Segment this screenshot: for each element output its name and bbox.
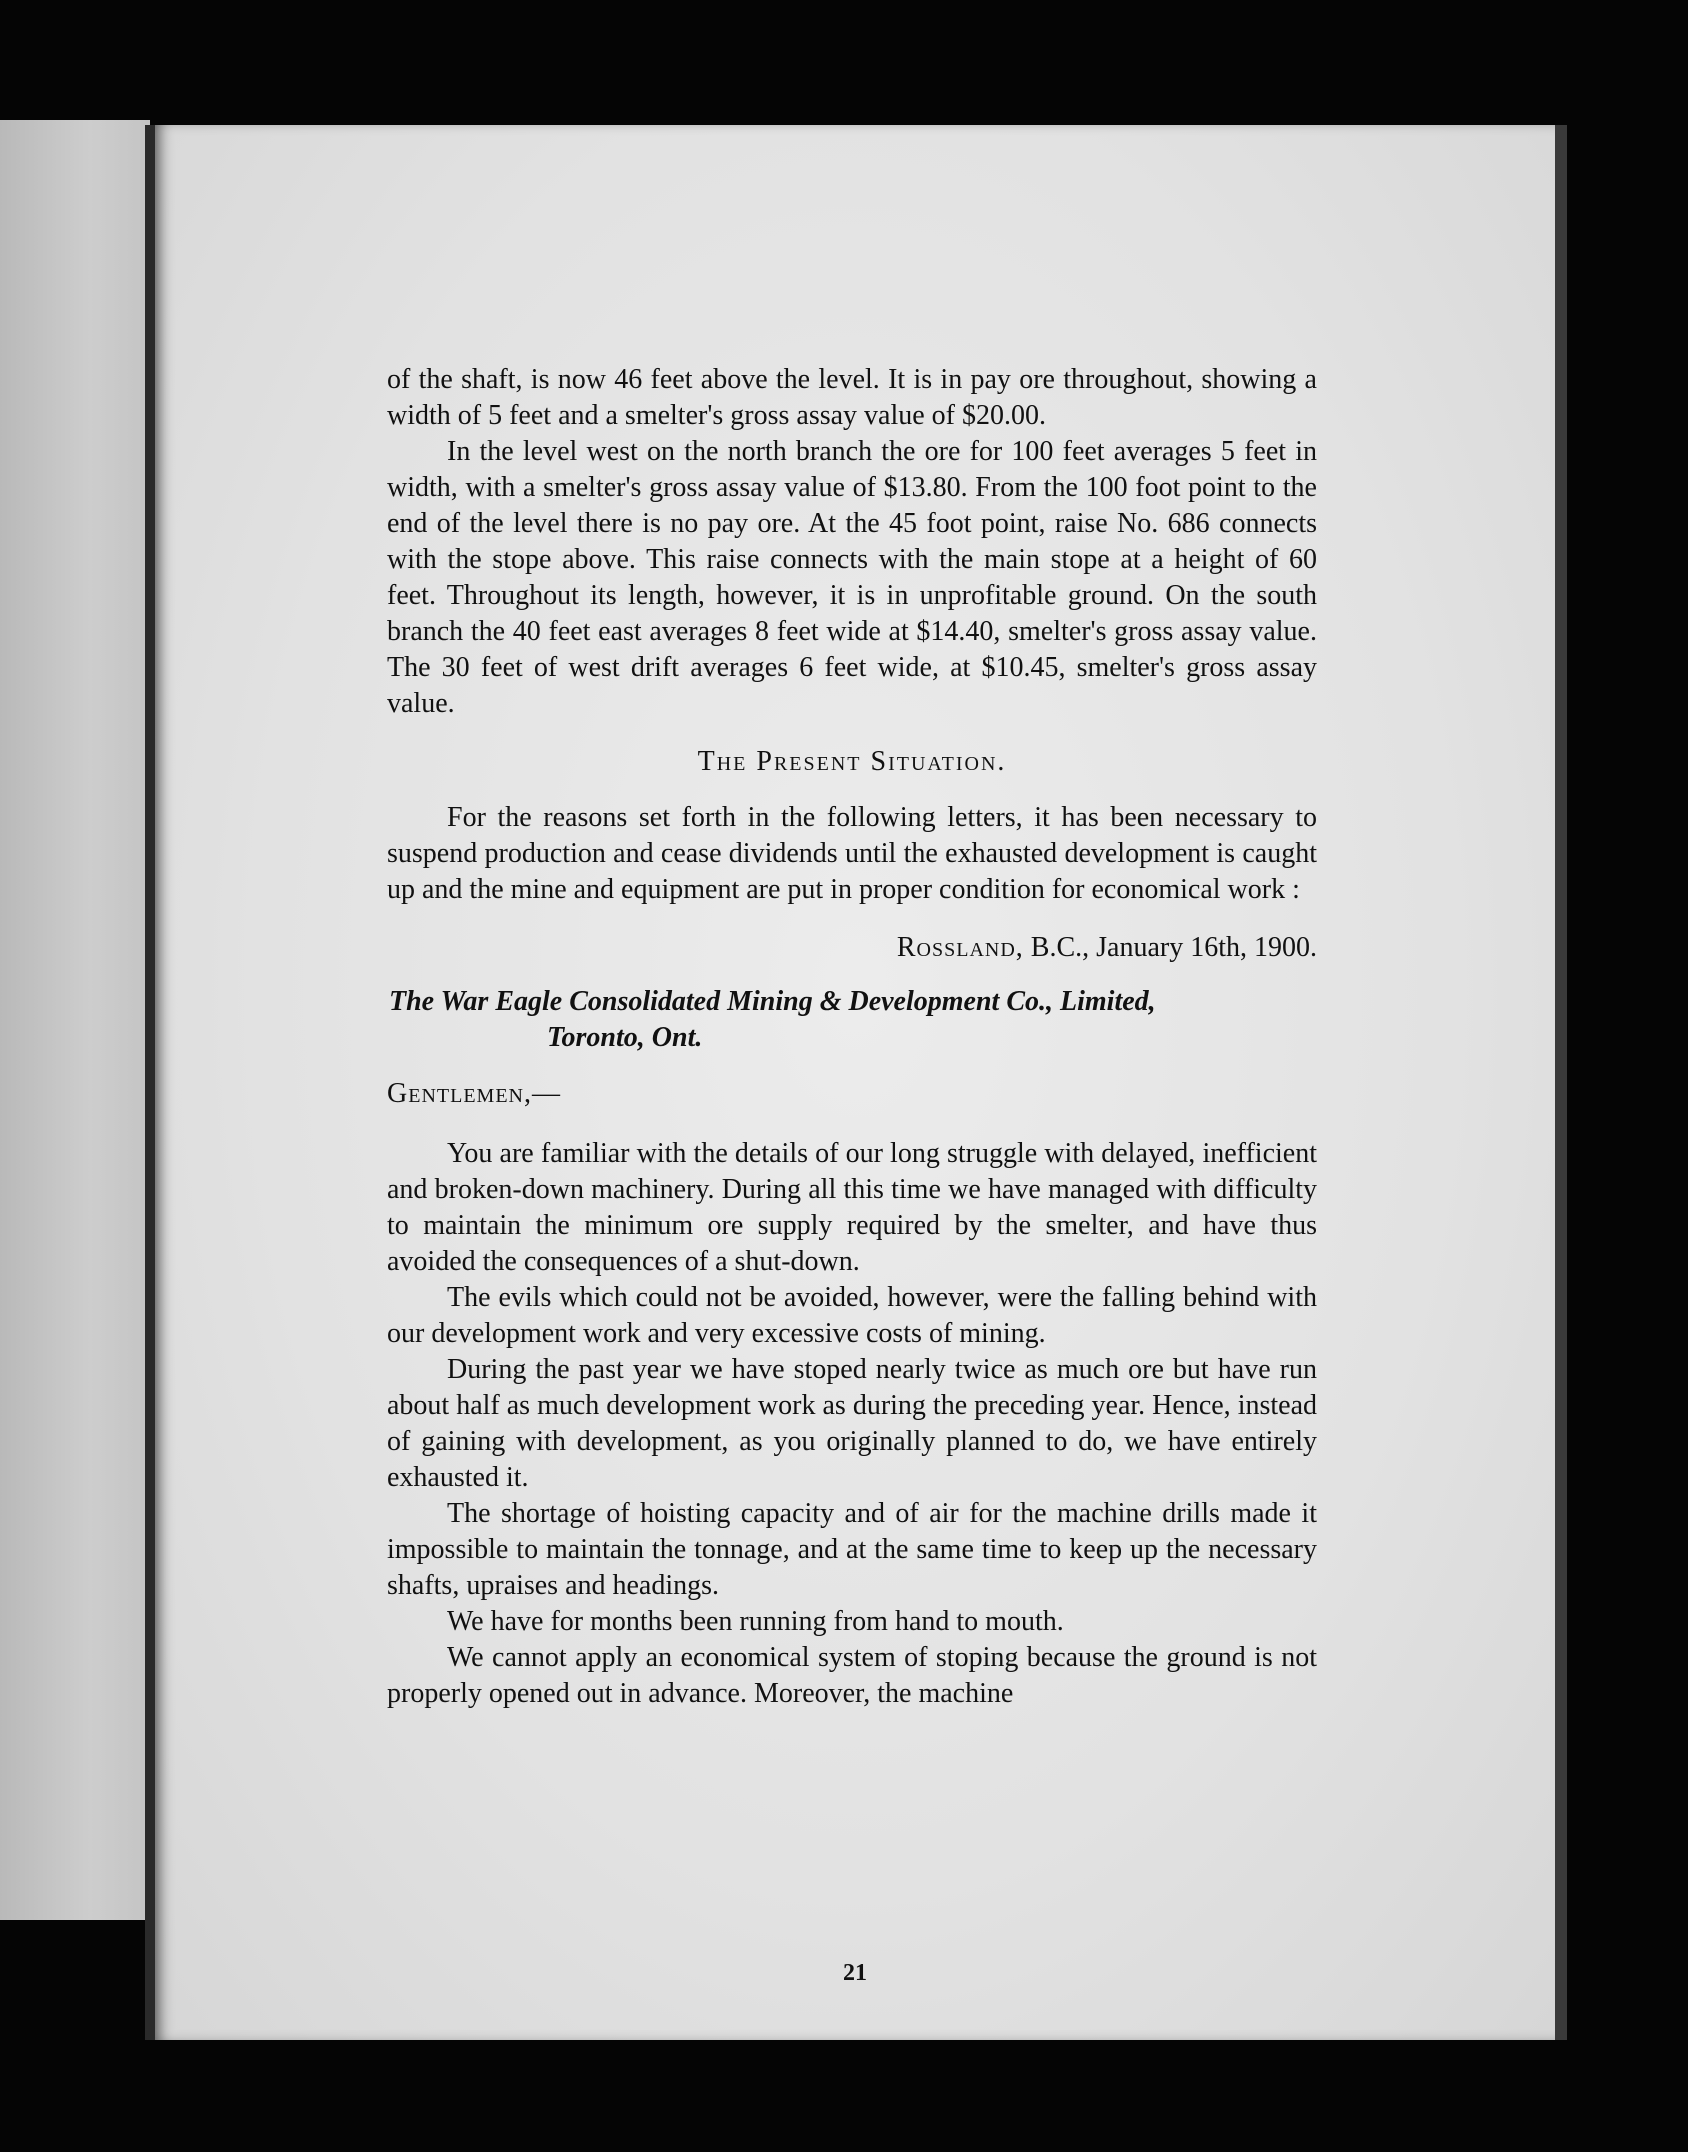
letter-paragraph: During the past year we have stoped nearly twice as much ore but have run about half as much development work as during the preceding year. Hence, instead of gaining with development, as you originally planned to do, we have entirely exhausted it. bbox=[387, 1354, 1317, 1493]
page-text bbox=[387, 362, 1317, 1712]
letter-paragraph: The shortage of hoisting capacity and of air for the machine drills made it impossible to maintain the tonnage, and at the same time to keep up the necessary shafts, upraises and headings. bbox=[387, 1498, 1317, 1601]
section-heading: The Present Situation. bbox=[697, 746, 1007, 777]
letter-paragraph: We have for months been running from hand to mouth. bbox=[447, 1606, 1064, 1637]
letter-place: Rossland, bbox=[896, 932, 1024, 963]
previous-page-edge bbox=[0, 120, 150, 1920]
paragraph-continued: of the shaft, is now 46 feet above the level. It is in pay ore throughout, showing a width of 5 feet and a smelter's gross assay value of $20.00. bbox=[387, 364, 1317, 431]
paragraph-intro: For the reasons set forth in the following letters, it has been necessary to suspend production and cease dividends until the exhausted development is caught up and the mine and equipment are put in proper condition for economical work : bbox=[387, 802, 1317, 905]
letter-paragraph: You are familiar with the details of our long struggle with delayed, inefficient and broken-down machinery. During all this time we have managed with difficulty to maintain the minimum ore supply required by the smelter, and have thus avoided the consequences of a shut-down. bbox=[387, 1138, 1317, 1277]
letter-dateline bbox=[387, 930, 1317, 966]
letter-salutation: Gentlemen,— bbox=[387, 1078, 561, 1109]
letter-addressee-city: Toronto, Ont. bbox=[547, 1022, 703, 1053]
letter-paragraph: We cannot apply an economical system of stoping because the ground is not properly opened out in advance. Moreover, the machine bbox=[387, 1642, 1317, 1709]
letter-paragraph: The evils which could not be avoided, however, were the falling behind with our development work and very excessive costs of mining. bbox=[387, 1282, 1317, 1349]
page-right-edge bbox=[1555, 125, 1567, 2040]
paragraph-level-west: In the level west on the north branch the ore for 100 feet averages 5 feet in width, with a smelter's gross assay value of $13.80. From the 100 foot point to the end of the level there is no pay ore. At the 45 foot point, raise No. 686 connects with the stope above. This raise connects with the main stope at a height of 60 feet. Throughout its length, however, it is in unprofitable ground. On the south branch the 40 feet east averages 8 feet wide at $14.40, smelter's gross assay value. The 30 feet of west drift averages 6 feet wide, at $10.45, smelter's gross assay value. bbox=[387, 436, 1317, 719]
letter-date: B.C., January 16th, 1900. bbox=[1030, 932, 1317, 963]
page-number: 21 bbox=[843, 1960, 867, 1986]
letter-addressee: The War Eagle Consolidated Mining & Development Co., Limited, bbox=[389, 986, 1156, 1017]
